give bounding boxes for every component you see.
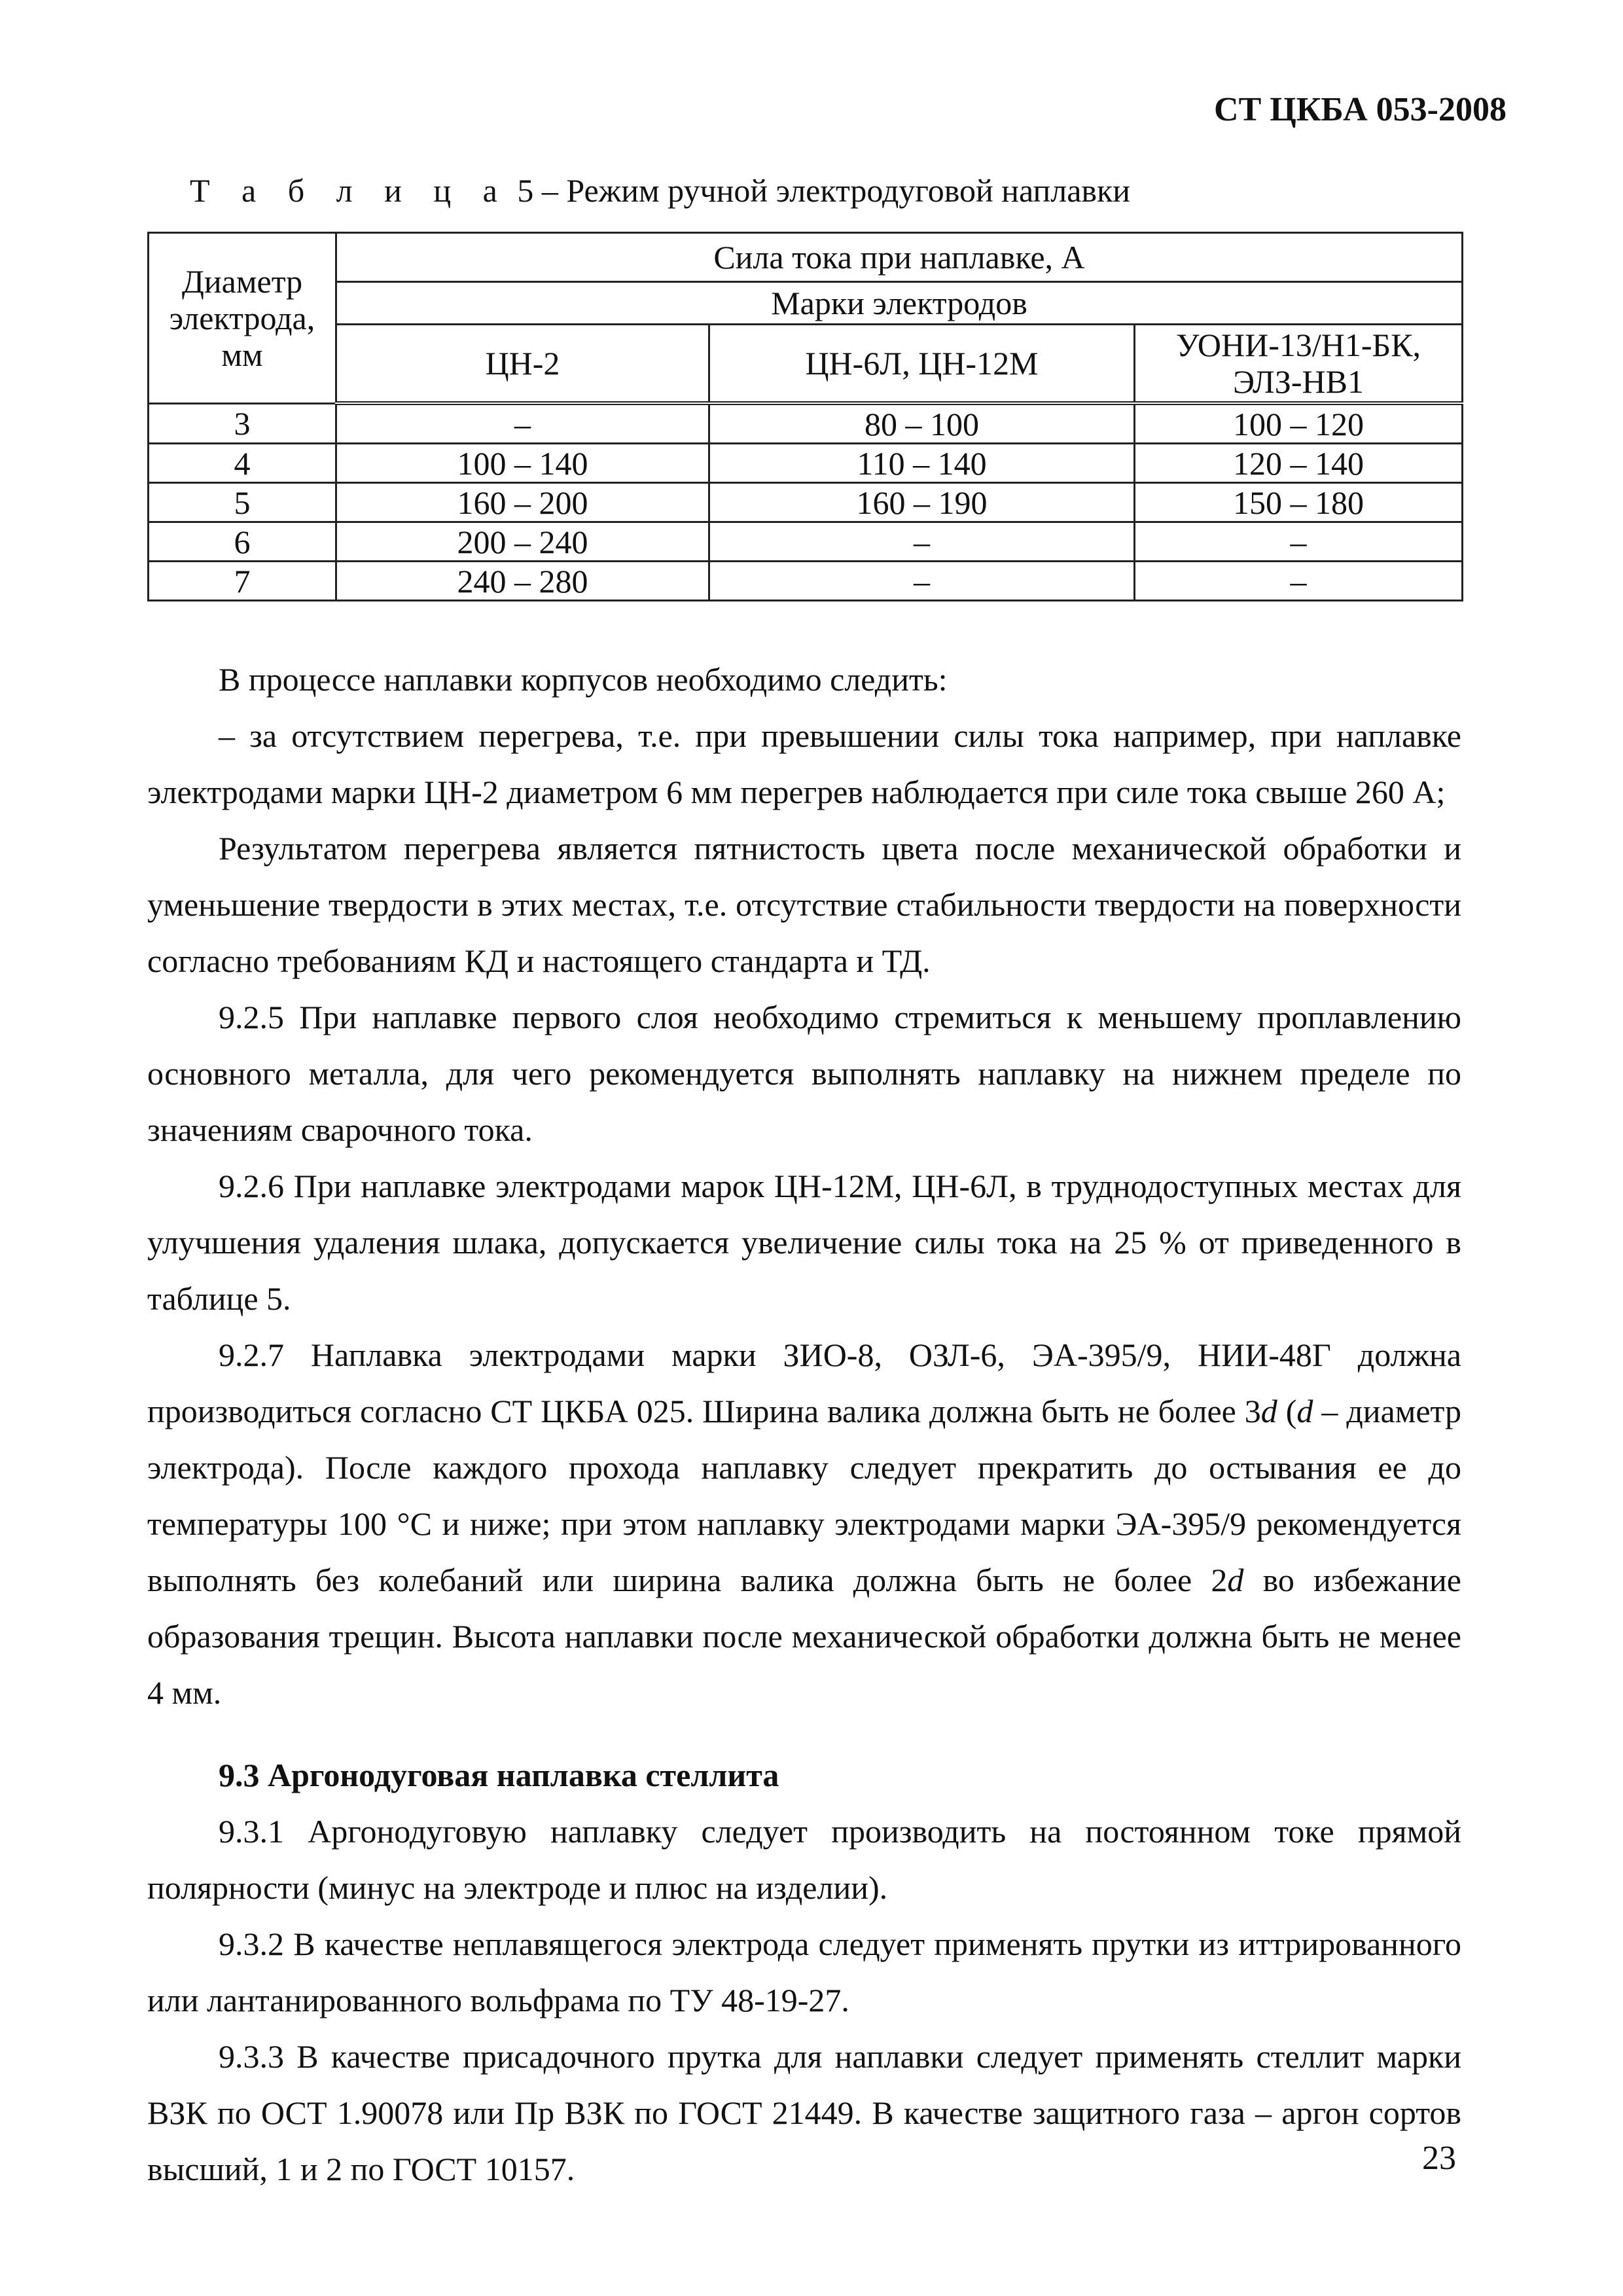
cell-value: 100 – 140	[336, 444, 709, 483]
text-run: 9.2.7 Наплавка электродами марки ЗИО-8, ОЗЛ-6, ЭА-395/9, НИИ-48Г должна производиться согласно СТ ЦКБА 025. Ширина валика должна быть не более 3	[147, 1336, 1461, 1429]
cell-diameter: 6	[149, 522, 336, 562]
cell-value: 160 – 190	[709, 483, 1135, 522]
paragraph-9-2-6: 9.2.6 При наплавке электродами марок ЦН-12М, ЦН-6Л, в труднодоступных местах для улучшения удаления шлака, допускается увеличение силы тока на 25 % от приведенного в таблице 5.	[147, 1168, 1461, 1317]
section-heading-9-3: 9.3 Аргонодуговая наплавка стеллита	[219, 1757, 779, 1793]
paragraph-9-3-1: 9.3.1 Аргонодуговую наплавку следует производить на постоянном токе прямой полярности (минус на электроде и плюс на изделии).	[147, 1813, 1461, 1906]
cell-value: –	[709, 522, 1135, 562]
italic-d: d	[1227, 1562, 1244, 1598]
cell-diameter: 3	[149, 403, 336, 444]
header-electrode-diameter: Диаметр электрода, мм	[149, 233, 336, 404]
table-row	[149, 483, 1463, 522]
paragraph-9-2-7	[147, 1327, 1461, 1721]
text-run: (	[1277, 1393, 1297, 1429]
paragraph-overheating-result: Результатом перегрева является пятнистость цвета после механической обработки и уменьшение твердости в этих местах, т.е. отсутствие стабильности твердости на поверхности согласно требованиям КД и настоящего стандарта и ТД.	[147, 830, 1461, 979]
paragraph-9-2-5: 9.2.5 При наплавке первого слоя необходимо стремиться к меньшему проплавлению основного металла, для чего рекомендуется выполнять наплавку на нижнем пределе по значениям сварочного тока.	[147, 999, 1461, 1148]
paragraph-monitoring-intro: В процессе наплавки корпусов необходимо следить:	[219, 661, 948, 698]
cell-value: 120 – 140	[1135, 444, 1463, 483]
text-run: во избежание образования трещин. Высота наплавки после механической обработки должна быть не менее 4 мм.	[147, 1562, 1461, 1711]
body-text	[147, 651, 1461, 2197]
cell-value: 110 – 140	[709, 444, 1135, 483]
table-row	[149, 444, 1463, 483]
table-caption-text: 5 – Режим ручной электродуговой наплавки	[517, 172, 1131, 209]
text-run: – диаметр электрода). После каждого прохода наплавку следует прекратить до остывания ее до температуры 100 °С и ниже; при этом наплавку электродами марки ЭА-395/9 рекомендуется выполнять без колебаний или ширина валика должна быть не более 2	[147, 1393, 1461, 1598]
paragraph-9-3-2: 9.3.2 В качестве неплавящегося электрода следует применять прутки из иттрированного или лантанированного вольфрама по ТУ 48-19-27.	[147, 1926, 1461, 2018]
cell-diameter: 5	[149, 483, 336, 522]
italic-d: d	[1296, 1393, 1313, 1429]
cell-value: 200 – 240	[336, 522, 709, 562]
welding-current-table	[147, 232, 1463, 601]
italic-d: d	[1260, 1393, 1277, 1429]
header-current: Сила тока при наплавке, А	[336, 233, 1463, 282]
header-col-cn6l: ЦН-6Л, ЦН-12М	[709, 325, 1135, 404]
table-row	[149, 522, 1463, 562]
cell-value: 150 – 180	[1135, 483, 1463, 522]
table-row	[149, 403, 1463, 444]
cell-diameter: 7	[149, 562, 336, 601]
header-electrode-brands: Марки электродов	[336, 282, 1463, 325]
cell-value: 80 – 100	[709, 403, 1135, 444]
cell-value: –	[336, 403, 709, 444]
paragraph-overheating: – за отсутствием перегрева, т.е. при превышении силы тока например, при наплавке электродами марки ЦН-2 диаметром 6 мм перегрев наблюдается при силе тока свыше 260 А;	[147, 717, 1461, 810]
cell-value: 100 – 120	[1135, 403, 1463, 444]
page-number: 23	[1422, 2140, 1456, 2177]
paragraph-9-3-3: 9.3.3 В качестве присадочного прутка для наплавки следует применять стеллит марки ВЗК по ОСТ 1.90078 или Пр ВЗК по ГОСТ 21449. В качестве защитного газа – аргон сортов высший, 1 и 2 по ГОСТ 10157.	[147, 2038, 1461, 2187]
cell-value: –	[1135, 522, 1463, 562]
cell-value: –	[709, 562, 1135, 601]
cell-value: –	[1135, 562, 1463, 601]
cell-value: 160 – 200	[336, 483, 709, 522]
document-code: СТ ЦКБА 053-2008	[1214, 91, 1507, 128]
header-col-cn2: ЦН-2	[336, 325, 709, 404]
cell-value: 240 – 280	[336, 562, 709, 601]
header-col-uoni: УОНИ-13/Н1-БК, ЭЛЗ-НВ1	[1135, 325, 1463, 404]
table-caption-label: Т а б л и ц а	[190, 172, 509, 209]
cell-diameter: 4	[149, 444, 336, 483]
table-row	[149, 562, 1463, 601]
table-caption	[190, 171, 1130, 209]
